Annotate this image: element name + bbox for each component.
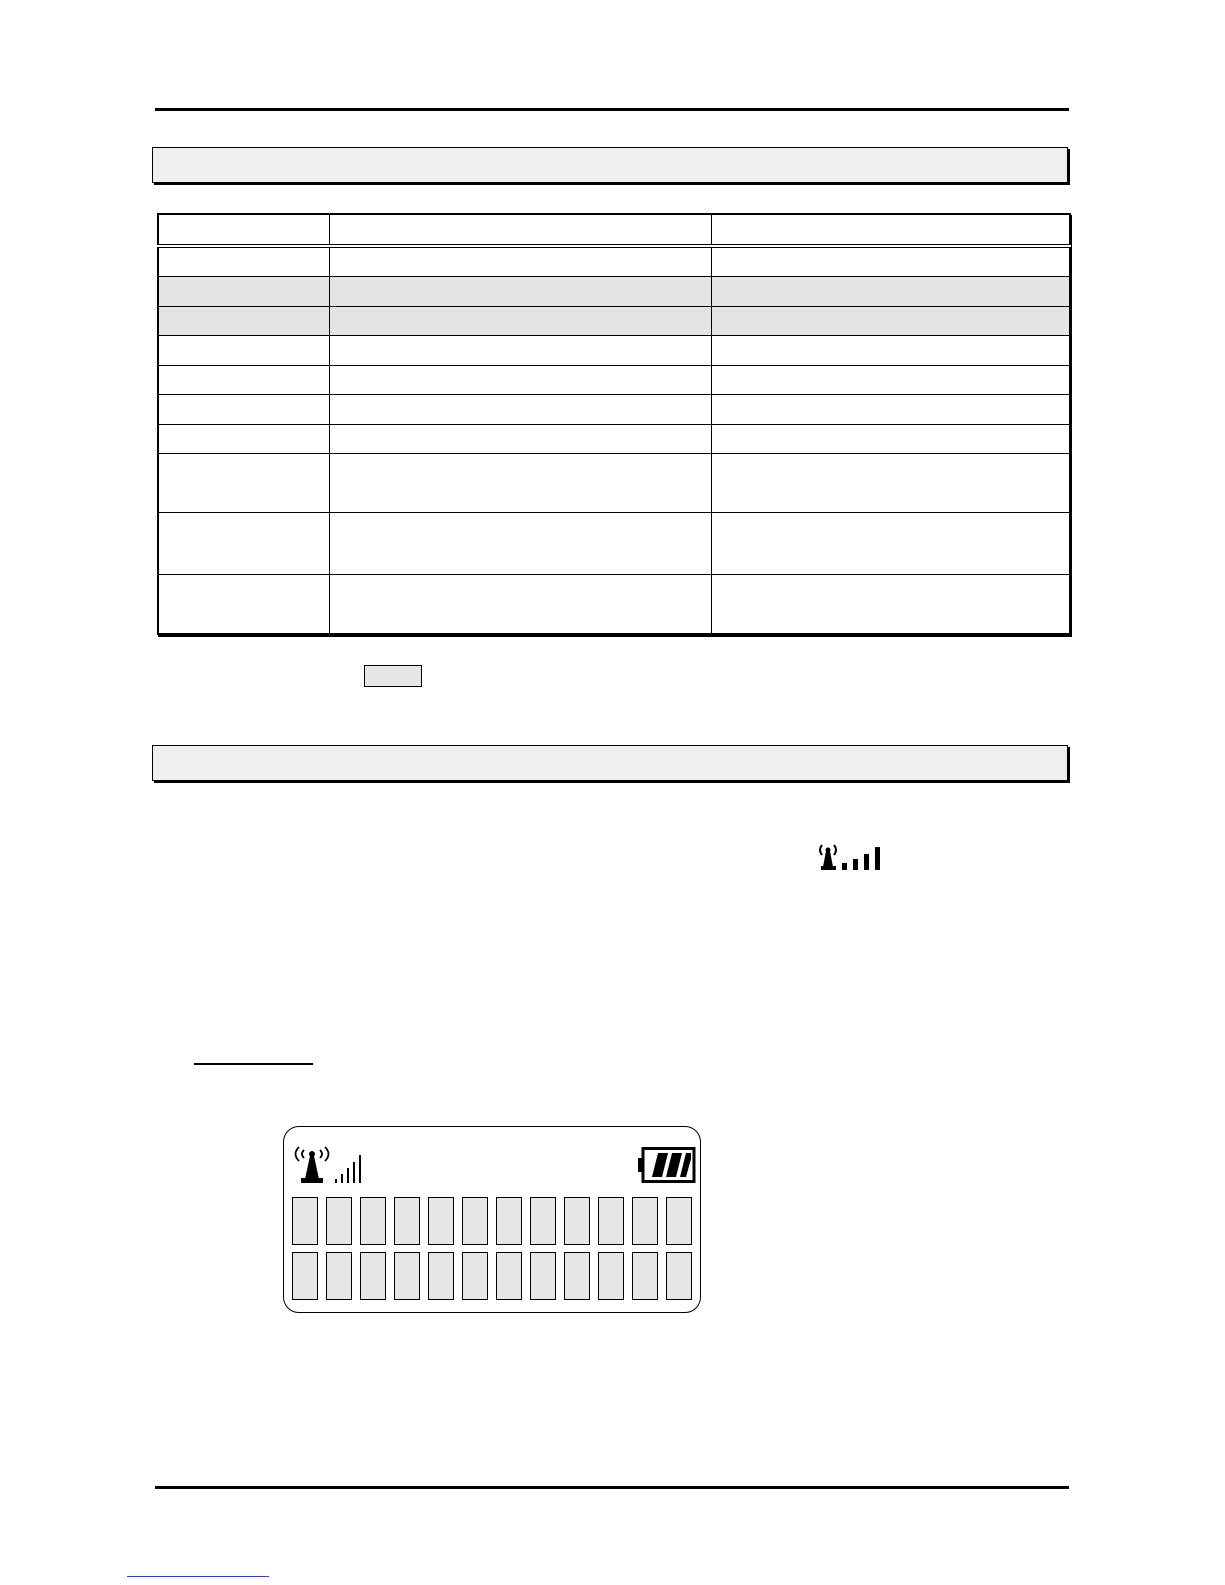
table-cell (711, 454, 1070, 513)
highlight-box (364, 665, 422, 687)
antenna-signal-icon (291, 1141, 363, 1187)
lcd-character-cell (326, 1252, 352, 1300)
table-header-cell (711, 214, 1070, 246)
table-row (158, 454, 1070, 513)
table-cell (711, 513, 1070, 575)
table-cell (711, 246, 1070, 277)
lcd-display (283, 1126, 701, 1313)
table-row (158, 306, 1070, 336)
lcd-character-cell (564, 1252, 590, 1300)
lcd-character-cell (394, 1197, 420, 1245)
table-cell (711, 575, 1070, 634)
table-cell (329, 575, 711, 634)
lcd-character-cell (496, 1197, 522, 1245)
table-cell (158, 336, 329, 366)
lcd-character-cell (394, 1252, 420, 1300)
table-cell (158, 277, 329, 307)
lcd-character-cell (462, 1252, 488, 1300)
table-cell (329, 277, 711, 307)
table-header-row (158, 214, 1070, 246)
table-row (158, 424, 1070, 454)
table-cell (329, 336, 711, 366)
table-row (158, 365, 1070, 395)
lcd-character-cell (598, 1197, 624, 1245)
section-heading-bar (152, 147, 1068, 183)
table-cell (711, 365, 1070, 395)
table-row (158, 277, 1070, 307)
antenna-signal-icon (818, 841, 894, 871)
table-cell (711, 306, 1070, 336)
table-cell (158, 454, 329, 513)
table-row (158, 513, 1070, 575)
table-cell (711, 336, 1070, 366)
table-row (158, 575, 1070, 634)
lcd-character-cell (428, 1252, 454, 1300)
footer-link[interactable] (127, 1575, 269, 1577)
lcd-character-cell (564, 1197, 590, 1245)
lcd-character-cell (666, 1252, 692, 1300)
lcd-character-cell (326, 1197, 352, 1245)
lcd-character-cell (496, 1252, 522, 1300)
table-cell (711, 424, 1070, 454)
lcd-character-cell (530, 1252, 556, 1300)
underline-rule (194, 1063, 313, 1065)
table-row (158, 336, 1070, 366)
battery-icon (638, 1147, 696, 1183)
lcd-character-cell (360, 1197, 386, 1245)
table-cell (329, 246, 711, 277)
table-cell (329, 306, 711, 336)
table-header-cell (158, 214, 329, 246)
lcd-character-cell (666, 1197, 692, 1245)
lcd-character-cell (428, 1197, 454, 1245)
lcd-character-cell (530, 1197, 556, 1245)
table-cell (158, 246, 329, 277)
footer-rule (155, 1486, 1069, 1489)
table-cell (711, 277, 1070, 307)
table-cell (158, 306, 329, 336)
table-cell (329, 424, 711, 454)
lcd-character-cell (292, 1197, 318, 1245)
section-heading-bar (152, 745, 1068, 781)
table-cell (329, 513, 711, 575)
table-row (158, 395, 1070, 425)
lcd-character-cell (598, 1252, 624, 1300)
lcd-character-cell (632, 1252, 658, 1300)
lcd-character-cell (292, 1252, 318, 1300)
table-row (158, 246, 1070, 277)
table-cell (158, 424, 329, 454)
table-header-cell (329, 214, 711, 246)
table-cell (329, 395, 711, 425)
table-cell (329, 454, 711, 513)
header-rule (155, 108, 1069, 111)
table-cell (158, 575, 329, 634)
lcd-character-cell (632, 1197, 658, 1245)
lcd-character-cell (360, 1252, 386, 1300)
table-cell (158, 513, 329, 575)
table-cell (711, 395, 1070, 425)
table-cell (329, 365, 711, 395)
table-cell (158, 395, 329, 425)
spec-table (157, 213, 1071, 635)
lcd-character-grid (292, 1197, 692, 1300)
table-cell (158, 365, 329, 395)
lcd-character-cell (462, 1197, 488, 1245)
